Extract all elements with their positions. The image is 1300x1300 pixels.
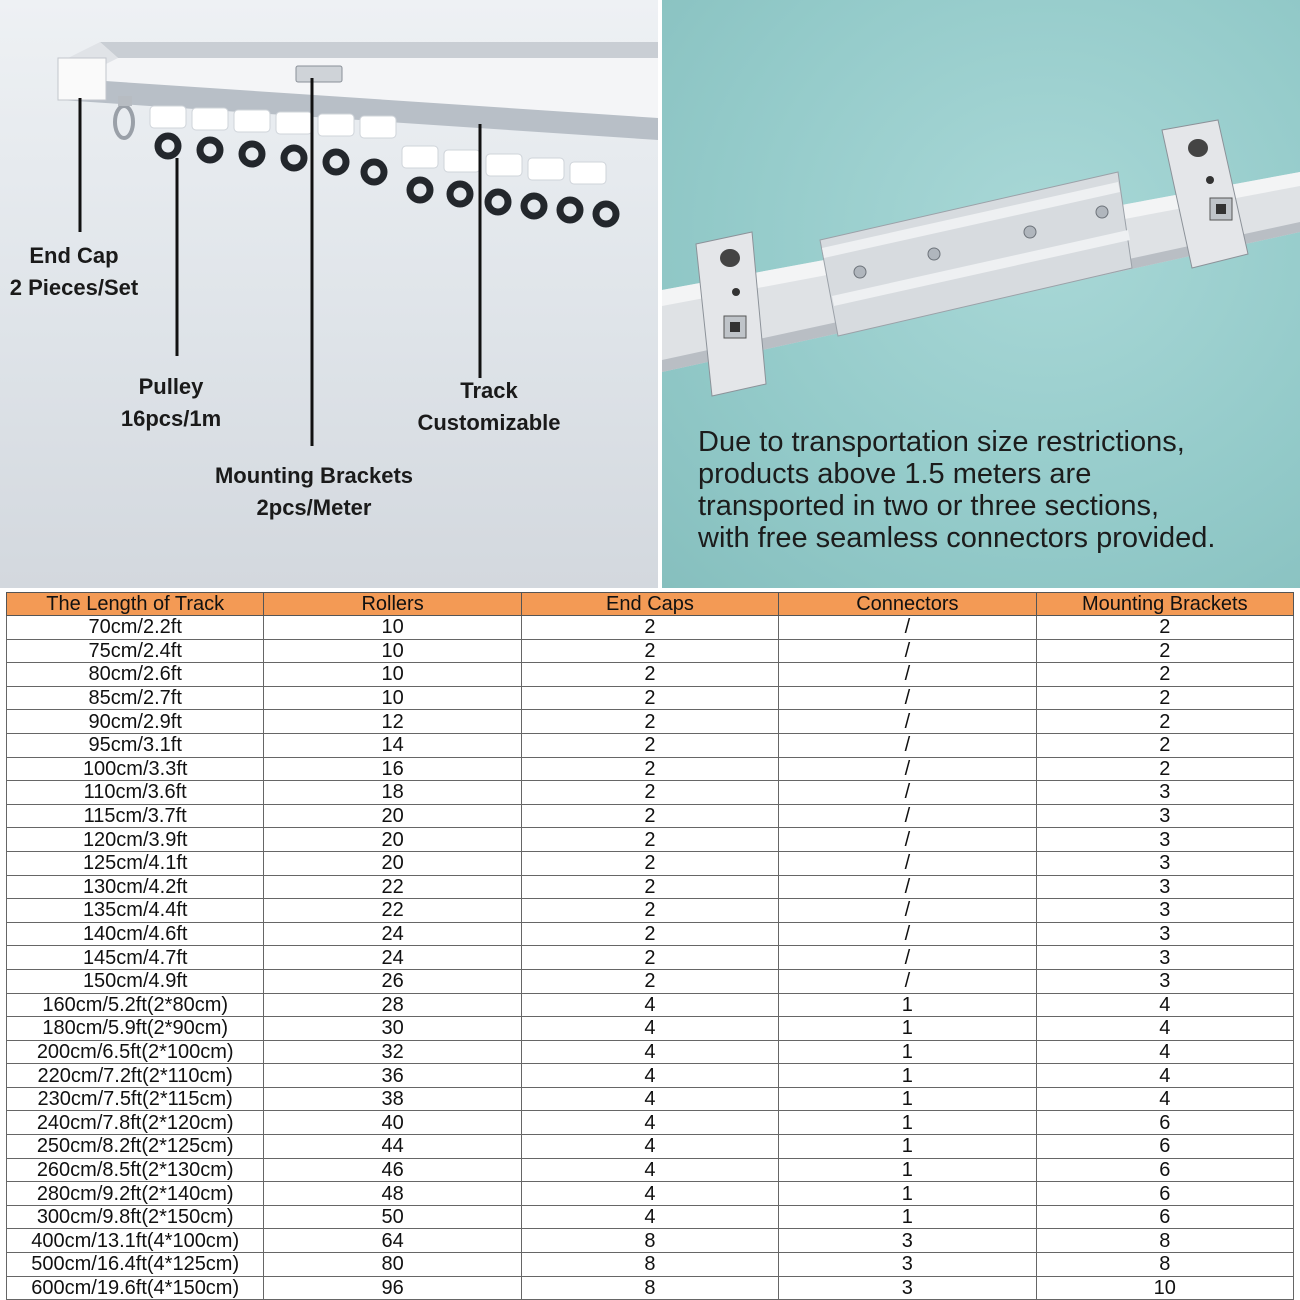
cell-mounting-brackets: 6 [1036,1182,1293,1206]
table-row [7,639,1294,663]
cell-length: 120cm/3.9ft [7,828,264,852]
cell-end-caps: 4 [521,1182,778,1206]
track-spec-table [6,592,1294,1300]
cell-length: 90cm/2.9ft [7,710,264,734]
cell-rollers: 24 [264,922,521,946]
cell-connectors: / [779,616,1036,640]
cell-connectors: / [779,875,1036,899]
cell-connectors: 1 [779,1158,1036,1182]
cell-length: 160cm/5.2ft(2*80cm) [7,993,264,1017]
cell-mounting-brackets: 4 [1036,1087,1293,1111]
cell-connectors: / [779,733,1036,757]
cell-mounting-brackets: 6 [1036,1205,1293,1229]
table-row [7,616,1294,640]
cell-rollers: 48 [264,1182,521,1206]
mounting-brackets-quantity: 2pcs/Meter [256,495,372,520]
cell-rollers: 12 [264,710,521,734]
cell-mounting-brackets: 3 [1036,969,1293,993]
cell-connectors: / [779,969,1036,993]
cell-connectors: 3 [779,1229,1036,1253]
cell-length: 600cm/19.6ft(4*150cm) [7,1276,264,1300]
cell-connectors: / [779,828,1036,852]
cell-end-caps: 2 [521,828,778,852]
cell-rollers: 10 [264,616,521,640]
cell-end-caps: 2 [521,899,778,923]
cell-mounting-brackets: 6 [1036,1111,1293,1135]
cell-rollers: 44 [264,1135,521,1159]
table-row [7,1182,1294,1206]
cell-end-caps: 2 [521,733,778,757]
cell-end-caps: 2 [521,686,778,710]
pulley-title: Pulley [138,374,204,399]
cell-mounting-brackets: 6 [1036,1158,1293,1182]
cell-rollers: 96 [264,1276,521,1300]
cell-length: 300cm/9.8ft(2*150cm) [7,1205,264,1229]
table-row [7,1158,1294,1182]
cell-end-caps: 2 [521,851,778,875]
cell-mounting-brackets: 2 [1036,616,1293,640]
cell-connectors: / [779,946,1036,970]
cell-end-caps: 8 [521,1253,778,1277]
cell-length: 400cm/13.1ft(4*100cm) [7,1229,264,1253]
pulley-quantity: 16pcs/1m [120,406,222,431]
cell-connectors: / [779,922,1036,946]
cell-rollers: 10 [264,639,521,663]
cell-end-caps: 4 [521,1111,778,1135]
cell-rollers: 10 [264,686,521,710]
cell-rollers: 46 [264,1158,521,1182]
hook-ring [115,106,133,138]
cell-length: 85cm/2.7ft [7,686,264,710]
mounting-brackets-label [194,460,434,524]
cell-length: 115cm/3.7ft [7,804,264,828]
table-row [7,1040,1294,1064]
cell-length: 95cm/3.1ft [7,733,264,757]
table-row [7,781,1294,805]
table-row [7,710,1294,734]
table-row [7,804,1294,828]
cell-end-caps: 2 [521,946,778,970]
cell-length: 260cm/8.5ft(2*130cm) [7,1158,264,1182]
track-note: Customizable [417,410,561,435]
cell-length: 240cm/7.8ft(2*120cm) [7,1111,264,1135]
table-row [7,1135,1294,1159]
table-row [7,1276,1294,1300]
cell-end-caps: 8 [521,1229,778,1253]
cell-connectors: 1 [779,1135,1036,1159]
table-row [7,1205,1294,1229]
cell-rollers: 40 [264,1111,521,1135]
table-row [7,1229,1294,1253]
cell-connectors: 1 [779,1111,1036,1135]
cell-end-caps: 8 [521,1276,778,1300]
cell-mounting-brackets: 2 [1036,733,1293,757]
cell-mounting-brackets: 3 [1036,875,1293,899]
cell-end-caps: 2 [521,757,778,781]
table-row [7,922,1294,946]
cell-connectors: 3 [779,1276,1036,1300]
cell-connectors: 1 [779,1205,1036,1229]
cell-end-caps: 4 [521,1040,778,1064]
cell-end-caps: 2 [521,969,778,993]
cell-mounting-brackets: 3 [1036,851,1293,875]
end-cap-title: End Cap [29,243,119,268]
cell-end-caps: 2 [521,616,778,640]
cell-mounting-brackets: 6 [1036,1135,1293,1159]
cell-mounting-brackets: 10 [1036,1276,1293,1300]
cell-end-caps: 2 [521,710,778,734]
cell-end-caps: 4 [521,1135,778,1159]
connector-product-photo [662,0,1300,588]
cell-connectors: 1 [779,1017,1036,1041]
cell-connectors: / [779,710,1036,734]
cell-length: 280cm/9.2ft(2*140cm) [7,1182,264,1206]
cell-rollers: 24 [264,946,521,970]
cell-rollers: 80 [264,1253,521,1277]
table-row [7,946,1294,970]
table-row [7,733,1294,757]
mounting-brackets-title: Mounting Brackets [214,463,414,488]
cell-end-caps: 2 [521,875,778,899]
end-cap-label [4,240,144,304]
cell-connectors: / [779,899,1036,923]
table-row [7,1017,1294,1041]
cell-rollers: 36 [264,1064,521,1088]
cell-mounting-brackets: 3 [1036,804,1293,828]
cell-mounting-brackets: 3 [1036,946,1293,970]
cell-mounting-brackets: 2 [1036,757,1293,781]
cell-rollers: 30 [264,1017,521,1041]
cell-length: 180cm/5.9ft(2*90cm) [7,1017,264,1041]
cell-mounting-brackets: 8 [1036,1253,1293,1277]
cell-rollers: 22 [264,875,521,899]
cell-length: 110cm/3.6ft [7,781,264,805]
cell-mounting-brackets: 3 [1036,828,1293,852]
cell-mounting-brackets: 2 [1036,639,1293,663]
cell-mounting-brackets: 3 [1036,781,1293,805]
notice-line: transported in two or three sections, [698,490,1160,522]
cell-connectors: 1 [779,1040,1036,1064]
cell-end-caps: 2 [521,922,778,946]
cell-end-caps: 2 [521,639,778,663]
bracket-clip [296,66,342,82]
cell-end-caps: 2 [521,781,778,805]
cell-rollers: 38 [264,1087,521,1111]
cell-end-caps: 4 [521,1158,778,1182]
cell-rollers: 20 [264,851,521,875]
table-body [7,616,1294,1300]
cell-end-caps: 4 [521,993,778,1017]
table-row [7,663,1294,687]
cell-length: 125cm/4.1ft [7,851,264,875]
table-row [7,828,1294,852]
cell-length: 135cm/4.4ft [7,899,264,923]
cell-connectors: / [779,781,1036,805]
cell-end-caps: 4 [521,1017,778,1041]
cell-length: 220cm/7.2ft(2*110cm) [7,1064,264,1088]
table-row [7,1087,1294,1111]
cell-end-caps: 2 [521,663,778,687]
cell-mounting-brackets: 3 [1036,899,1293,923]
cell-rollers: 20 [264,804,521,828]
cell-length: 145cm/4.7ft [7,946,264,970]
column-header-end-caps: End Caps [521,593,778,616]
cell-length: 200cm/6.5ft(2*100cm) [7,1040,264,1064]
track-title: Track [460,378,518,403]
cell-mounting-brackets: 2 [1036,663,1293,687]
cell-connectors: / [779,663,1036,687]
cell-mounting-brackets: 4 [1036,1040,1293,1064]
cell-connectors: 1 [779,1182,1036,1206]
cell-rollers: 18 [264,781,521,805]
track-label [404,375,574,439]
mounting-bracket-left [696,232,766,396]
table-row [7,1253,1294,1277]
cell-connectors: / [779,686,1036,710]
cell-rollers: 32 [264,1040,521,1064]
cell-length: 250cm/8.2ft(2*125cm) [7,1135,264,1159]
cell-end-caps: 4 [521,1205,778,1229]
cell-connectors: 1 [779,1064,1036,1088]
cell-connectors: / [779,804,1036,828]
cell-mounting-brackets: 3 [1036,922,1293,946]
pulley-label [100,371,242,435]
cell-connectors: 3 [779,1253,1036,1277]
table-row [7,686,1294,710]
cell-length: 140cm/4.6ft [7,922,264,946]
cell-connectors: / [779,639,1036,663]
cell-connectors: 1 [779,993,1036,1017]
table-row [7,993,1294,1017]
shipping-notice [698,426,1298,554]
cell-length: 150cm/4.9ft [7,969,264,993]
cell-length: 100cm/3.3ft [7,757,264,781]
end-cap [58,58,106,100]
cell-connectors: 1 [779,1087,1036,1111]
notice-line: with free seamless connectors provided. [698,522,1216,554]
cell-rollers: 14 [264,733,521,757]
cell-length: 80cm/2.6ft [7,663,264,687]
cell-mounting-brackets: 2 [1036,710,1293,734]
table-row [7,899,1294,923]
cell-rollers: 50 [264,1205,521,1229]
cell-rollers: 64 [264,1229,521,1253]
cell-rollers: 26 [264,969,521,993]
column-header-mounting-brackets: Mounting Brackets [1036,593,1293,616]
notice-line: Due to transportation size restrictions, [698,426,1185,458]
cell-length: 230cm/7.5ft(2*115cm) [7,1087,264,1111]
table-row [7,875,1294,899]
column-header-length: The Length of Track [7,593,264,616]
cell-rollers: 20 [264,828,521,852]
cell-mounting-brackets: 2 [1036,686,1293,710]
track-product-photo [0,0,658,588]
cell-rollers: 16 [264,757,521,781]
cell-mounting-brackets: 4 [1036,1064,1293,1088]
table-row [7,969,1294,993]
table-header-row [7,593,1294,616]
end-cap-quantity: 2 Pieces/Set [9,275,139,300]
cell-end-caps: 4 [521,1064,778,1088]
cell-length: 130cm/4.2ft [7,875,264,899]
table-row [7,757,1294,781]
cell-end-caps: 4 [521,1087,778,1111]
cell-length: 70cm/2.2ft [7,616,264,640]
cell-mounting-brackets: 8 [1036,1229,1293,1253]
cell-mounting-brackets: 4 [1036,1017,1293,1041]
column-header-connectors: Connectors [779,593,1036,616]
table-row [7,851,1294,875]
cell-length: 75cm/2.4ft [7,639,264,663]
cell-end-caps: 2 [521,804,778,828]
cell-rollers: 10 [264,663,521,687]
cell-connectors: / [779,757,1036,781]
notice-line: products above 1.5 meters are [698,458,1092,490]
column-header-rollers: Rollers [264,593,521,616]
table-row [7,1111,1294,1135]
cell-rollers: 28 [264,993,521,1017]
table-row [7,1064,1294,1088]
cell-length: 500cm/16.4ft(4*125cm) [7,1253,264,1277]
cell-rollers: 22 [264,899,521,923]
cell-mounting-brackets: 4 [1036,993,1293,1017]
cell-connectors: / [779,851,1036,875]
